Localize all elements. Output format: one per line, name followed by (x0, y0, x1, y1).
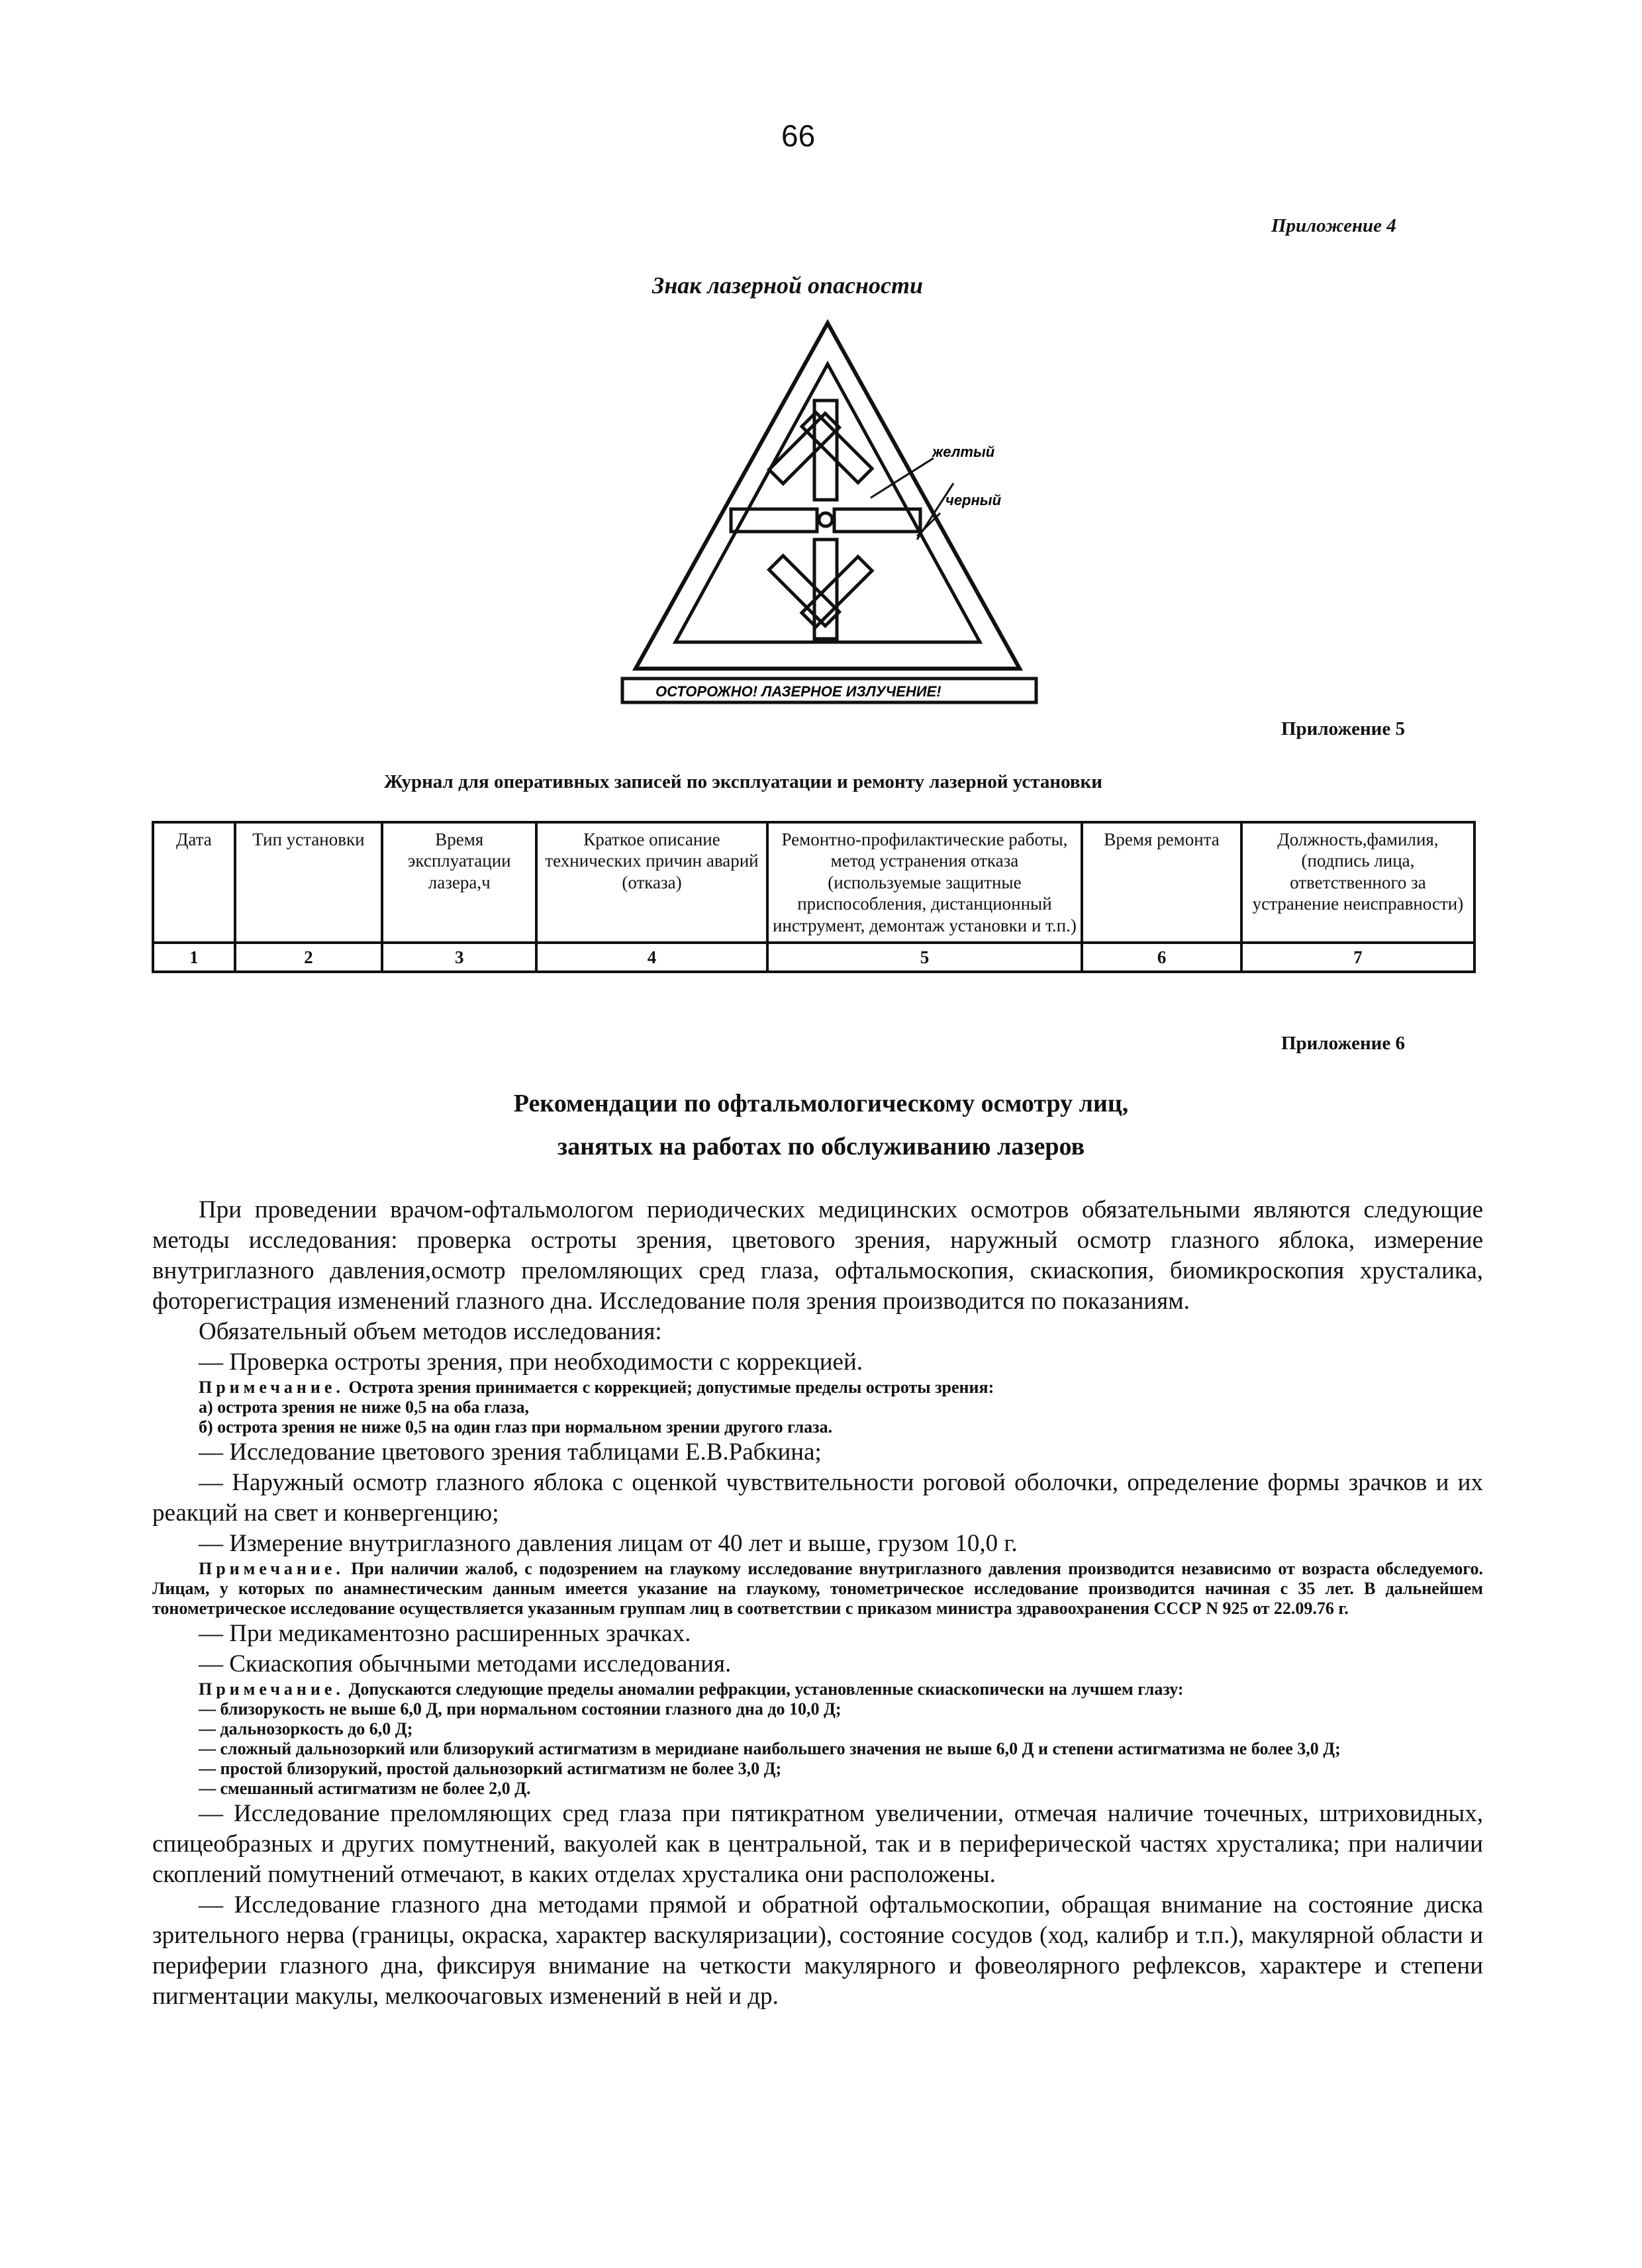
col-header: Тип установки (235, 822, 382, 943)
note-word: Примечание. (199, 1378, 344, 1397)
note-text: Допускаются следующие пределы аномалии рефракции, установленные скиаскопически на лучшем глазу: (348, 1679, 1184, 1699)
label-black: черный (945, 492, 1002, 508)
col-number: 1 (153, 943, 235, 972)
note-text: Острота зрения принимается с коррекцией; допустимые пределы остроты зрения: (348, 1378, 994, 1397)
list-item: — Исследование цветового зрения таблицами Е.В.Рабкина; (199, 1439, 822, 1466)
recommendations-body (152, 1195, 1483, 2012)
note-item: б) острота зрения не ниже 0,5 на один глаз при нормальном зрении другого глаза. (199, 1417, 833, 1437)
recommendations-title-2: занятых на работах по обслуживанию лазеров (557, 1133, 1085, 1160)
col-number: 2 (235, 943, 382, 972)
list-item: — При медикаментозно расширенных зрачках. (199, 1620, 691, 1647)
col-number: 3 (382, 943, 536, 972)
list-item: — Наружный осмотр глазного яблока с оценкой чувствительности роговой оболочки, определение формы зрачков и их реакций на свет и конвергенцию; (152, 1469, 1483, 1527)
note (152, 1679, 1483, 1699)
leader-yellow (871, 458, 934, 498)
recommendations-title-1: Рекомендации по офтальмологическому осмотру лиц, (513, 1090, 1129, 1117)
col-header: Дата (153, 822, 235, 943)
note-item: — сложный дальнозоркий или близорукий астигматизм в меридиане наибольшего значения не выше 6,0 Д и степени астигматизма не более 3,0 Д; (199, 1739, 1341, 1758)
col-header: Ремонтно-профилактические работы, метод устранения отказа (используемые защитные приспособления, дистанционный инструмент, демонтаж установки и т.п.) (767, 822, 1083, 943)
journal-table (152, 821, 1476, 973)
list-item: — Проверка остроты зрения, при необходимости с коррекцией. (199, 1348, 863, 1376)
note-word: Примечание. (199, 1679, 344, 1699)
label-yellow: желтый (932, 444, 995, 460)
note-word: Примечание. (199, 1559, 344, 1578)
note-item: — смешанный астигматизм не более 2,0 Д. (199, 1779, 531, 1798)
appendix-5-label: Приложение 5 (1281, 718, 1405, 739)
paragraph: При проведении врачом-офтальмологом периодических медицинских осмотров обязательными являются следующие методы исследования: проверка остроты зрения, цветового зрения, наружный осмотр глазного яблока, измерение внутриглазного давления,осмотр преломляющих сред глаза, офтальмоскопия, скиаскопия, биомикроскопия хрусталика, фоторегистрация изменений глазного дна. Исследование поля зрения производится по показаниям. (152, 1196, 1483, 1315)
col-number: 4 (536, 943, 767, 972)
list-item: — Скиаскопия обычными методами исследования. (199, 1650, 732, 1677)
list-item: — Исследование преломляющих сред глаза при пятикратном увеличении, отмечая наличие точечных, штриховидных, спицеобразных и других помутнений, вакуолей как в центральной, так и в периферической частях хрусталика; при наличии скоплений помутнений отмечают, в каких отделах хрусталика они расположены. (152, 1800, 1483, 1888)
col-header: Краткое описание технических причин аварий (отказа) (536, 822, 767, 943)
note-item: а) острота зрения не ниже 0,5 на оба глаза, (199, 1397, 530, 1417)
laser-sign-title: Знак лазерной опасности (652, 272, 924, 299)
col-header: Время ремонта (1082, 822, 1241, 943)
appendix-6-label: Приложение 6 (1281, 1033, 1405, 1054)
page-number: 66 (781, 118, 816, 153)
note-item: — простой близорукий, простой дальнозоркий астигматизм не более 3,0 Д; (199, 1759, 782, 1778)
laser-hazard-sign (609, 318, 1046, 715)
note-text: При наличии жалоб, с подозрением на глаукому исследование внутриглазного давления производится независимо от возраста обследуемого. Лицам, у которых по анамнестическим данным имеется указание на глаукому, тонометрическое исследование производится начиная с 35 лет. В дальнейшем тонометрическое исследование осуществляется указанным группам лиц в соответствии с приказом министра здравоохранения СССР N 925 от 22.09.76 г. (152, 1559, 1484, 1618)
col-header: Время эксплуатации лазера,ч (382, 822, 536, 943)
col-number: 7 (1241, 943, 1474, 972)
note (152, 1559, 1483, 1619)
note-item: — дальнозоркость до 6,0 Д; (199, 1719, 413, 1738)
col-number: 5 (767, 943, 1083, 972)
sign-caption: ОСТОРОЖНО! ЛАЗЕРНОЕ ИЗЛУЧЕНИЕ! (655, 683, 942, 700)
appendix-4-label: Приложение 4 (1271, 215, 1396, 236)
list-item: — Измерение внутриглазного давления лицам от 40 лет и выше, грузом 10,0 г. (199, 1530, 1018, 1557)
col-header: Должность,фамилия, (подпись лица, ответственного за устранение неисправности) (1241, 822, 1474, 943)
list-item: — Исследование глазного дна методами прямой и обратной офтальмоскопии, обращая внимание на состояние диска зрительного нерва (границы, окраска, характер васкуляризации), состояние сосудов (ход, калибр и т.п.), макулярной области и периферии глазного дна, фиксируя внимание на четкости макулярного и фовеолярного рефлексов, характере и степени пигментации макулы, мелкоочаговых изменений в ней и др. (152, 1891, 1483, 2010)
paragraph: Обязательный объем методов исследования: (199, 1318, 662, 1345)
note (152, 1378, 1483, 1397)
col-number: 6 (1082, 943, 1241, 972)
note-item: — близорукость не выше 6,0 Д, при нормальном состоянии глазного дна до 10,0 Д; (199, 1699, 842, 1719)
journal-title: Журнал для оперативных записей по эксплуатации и ремонту лазерной установки (384, 771, 1102, 792)
table-header-row (153, 822, 1474, 943)
table-number-row (153, 943, 1474, 972)
